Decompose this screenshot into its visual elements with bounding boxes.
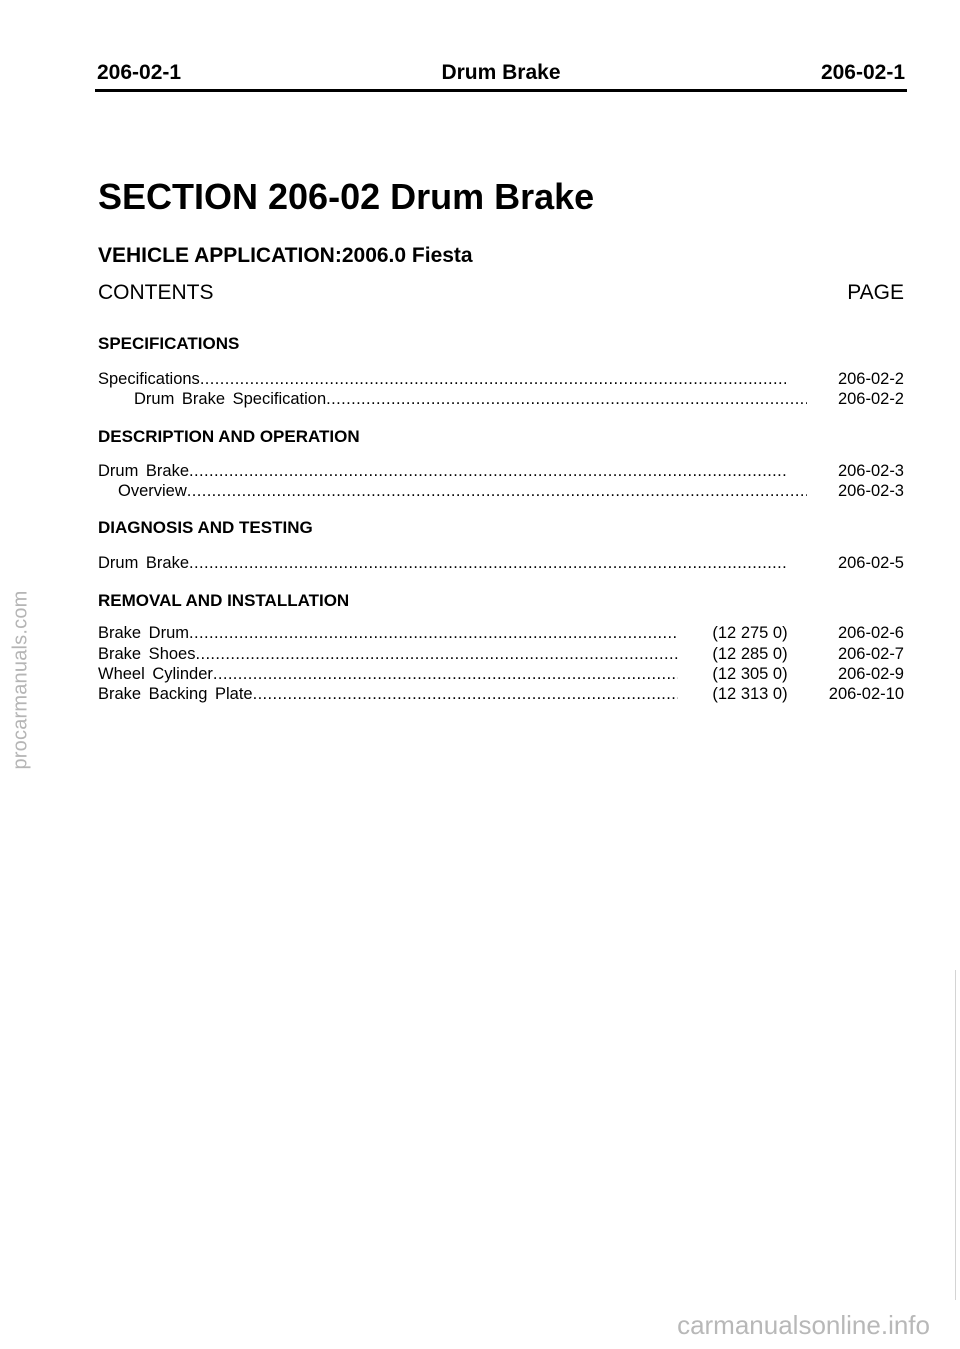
toc-entry[interactable]: [98, 644, 904, 664]
toc-entry-title: Specifications: [98, 370, 200, 388]
header-rule: [95, 89, 907, 92]
toc-entry-page: 206-02-5: [837, 554, 904, 572]
vehicle-application: VEHICLE APPLICATION:2006.0 Fiesta: [98, 244, 473, 267]
group-heading-removal-and-installation: REMOVAL AND INSTALLATION: [98, 591, 350, 610]
toc-entry-title: Brake Drum: [98, 624, 190, 642]
toc-entry-title: Drum Brake: [98, 462, 190, 480]
header-left-code: 206-02-1: [97, 61, 182, 84]
side-watermark: [8, 560, 34, 800]
toc-entry-part-code: (12 285 0): [712, 645, 788, 663]
side-watermark-text: procarmanuals.com: [9, 590, 32, 770]
group-heading-diagnosis-and-testing: DIAGNOSIS AND TESTING: [98, 518, 313, 537]
toc-entry[interactable]: [98, 553, 904, 573]
toc-entry-page: 206-02-2: [837, 370, 904, 388]
toc-entry-title: Wheel Cylinder: [98, 665, 213, 683]
page-header: [95, 60, 907, 88]
scan-artifact-line: [955, 970, 956, 1300]
toc-entry[interactable]: [98, 461, 904, 481]
toc-entry-title: Overview: [118, 482, 187, 500]
toc-entry-page: 206-02-7: [837, 645, 904, 663]
toc-entry[interactable]: [98, 664, 904, 684]
toc-entry-title: Drum Brake: [98, 554, 190, 572]
toc-entry-title: Brake Shoes: [98, 645, 196, 663]
toc-entry-title: Brake Backing Plate: [98, 685, 253, 703]
toc-entry-page: 206-02-3: [837, 462, 904, 480]
toc-entry[interactable]: [98, 369, 904, 389]
toc-entry[interactable]: [98, 389, 904, 409]
header-right-code: 206-02-1: [820, 61, 905, 84]
group-heading-description-and-operation: DESCRIPTION AND OPERATION: [98, 427, 360, 446]
toc-entry-part-code: (12 275 0): [712, 624, 788, 642]
section-title: SECTION 206-02 Drum Brake: [98, 176, 595, 217]
toc-entry-part-code: (12 305 0): [712, 665, 788, 683]
toc-entry-page: 206-02-6: [837, 624, 904, 642]
toc-entry[interactable]: [98, 481, 904, 501]
toc-entry-page: 206-02-2: [837, 390, 904, 408]
bottom-watermark: carmanualsonline.info: [677, 1310, 930, 1340]
toc-entry-page: 206-02-3: [837, 482, 904, 500]
toc-entry-page: 206-02-10: [828, 685, 904, 703]
toc-entry[interactable]: [98, 684, 904, 704]
group-heading-specifications: SPECIFICATIONS: [98, 334, 240, 353]
toc-entry-part-code: (12 313 0): [712, 685, 788, 703]
page-column-label: PAGE: [847, 281, 904, 304]
toc-entry-page: 206-02-9: [837, 665, 904, 683]
contents-label: CONTENTS: [98, 281, 214, 304]
toc-entry-title: Drum Brake Specification: [134, 390, 327, 408]
toc-entry[interactable]: [98, 623, 904, 643]
header-title: Drum Brake: [441, 61, 561, 84]
